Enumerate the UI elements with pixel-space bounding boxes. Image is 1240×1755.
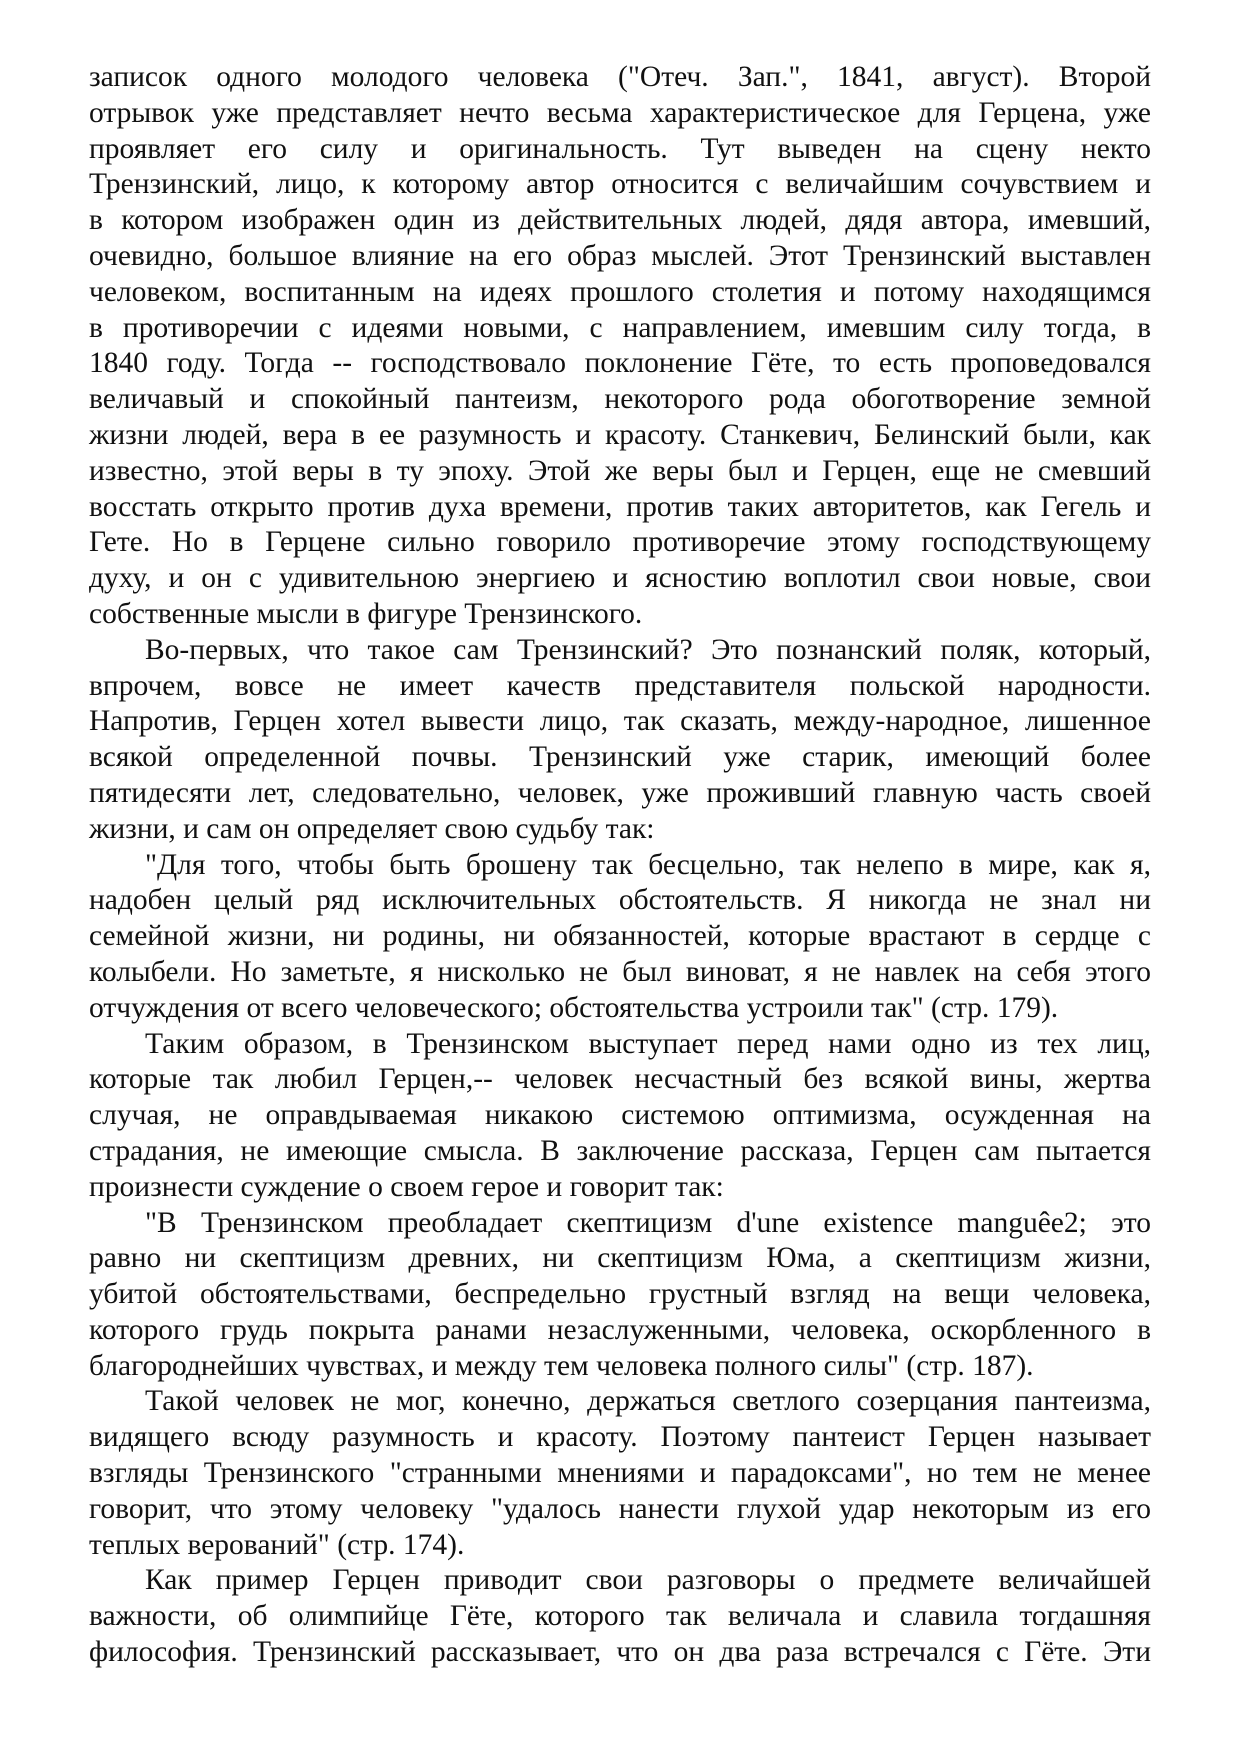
- text-line: отчуждения от всего человеческого; обстоятельства устроили так" (стр. 179).: [89, 991, 1059, 1024]
- text-line: говорит, что этому человеку "удалось нанести глухой удар некоторым из его: [89, 1492, 1151, 1525]
- text-line: семейной жизни, ни родины, ни обязанностей, которые врастают в сердце с: [89, 920, 1151, 953]
- text-line: случая, не оправдываемая никакою системою оптимизма, осужденная на: [89, 1099, 1151, 1132]
- text-line: Как пример Герцен приводит свои разговоры о предмете величайшей: [145, 1564, 1151, 1597]
- text-line: восстать открыто против духа времени, против таких авторитетов, как Гегель и: [89, 490, 1151, 523]
- text-line: в котором изображен один из действительных людей, дядя автора, имевший,: [89, 204, 1151, 237]
- text-line: "В Трензинском преобладает скептицизм d'une existence manguêe2; это: [145, 1206, 1151, 1239]
- text-line: важности, об олимпийце Гёте, которого так величала и славила тогдашняя: [89, 1600, 1151, 1633]
- text-line: страдания, не имеющие смысла. В заключение рассказа, Герцен сам пытается: [89, 1134, 1151, 1167]
- text-line: впрочем, вовсе не имеет качеств представителя польской народности.: [89, 669, 1151, 702]
- text-line: собственные мысли в фигуре Трензинского.: [89, 597, 643, 630]
- document-page: [89, 60, 1151, 1671]
- text-line: теплых верований" (стр. 174).: [89, 1528, 465, 1561]
- text-line: убитой обстоятельствами, беспредельно грустный взгляд на вещи человека,: [89, 1278, 1151, 1311]
- paragraph: [89, 60, 1151, 633]
- text-line: отрывок уже представляет нечто весьма характеристическое для Герцена, уже: [89, 96, 1151, 129]
- text-line: равно ни скептицизм древних, ни скептицизм Юма, а скептицизм жизни,: [89, 1242, 1151, 1275]
- text-line: всякой определенной почвы. Трензинский уже старик, имеющий более: [89, 741, 1151, 774]
- text-line: благороднейших чувствах, и между тем человека полного силы" (стр. 187).: [89, 1349, 1034, 1382]
- text-line: философия. Трензинский рассказывает, что он два раза встречался с Гёте. Эти: [89, 1636, 1151, 1669]
- text-line: Во-первых, что такое сам Трензинский? Это познанский поляк, который,: [145, 633, 1151, 666]
- paragraph: [89, 1563, 1151, 1670]
- text-line: которого грудь покрыта ранами незаслуженными, человека, оскорбленного в: [89, 1313, 1151, 1346]
- text-line: "Для того, чтобы быть брошену так бесцельно, так нелепо в мире, как я,: [145, 848, 1151, 881]
- text-line: жизни, и сам он определяет свою судьбу так:: [89, 812, 655, 845]
- text-line: произнести суждение о своем герое и говорит так:: [89, 1170, 724, 1203]
- text-line: взгляды Трензинского "странными мнениями и парадоксами", но тем не менее: [89, 1457, 1151, 1490]
- text-line: видящего всюду разумность и красоту. Поэтому пантеист Герцен называет: [89, 1421, 1151, 1454]
- paragraph: [89, 633, 1151, 848]
- paragraph: [89, 848, 1151, 1027]
- text-line: Трензинский, лицо, к которому автор относится с величайшим сочувствием и: [89, 168, 1151, 201]
- paragraph: [89, 1206, 1151, 1385]
- text-line: человеком, воспитанным на идеях прошлого столетия и потому находящимся: [89, 275, 1151, 308]
- text-line: Таким образом, в Трензинском выступает перед нами одно из тех лиц,: [145, 1027, 1151, 1060]
- paragraph: [89, 1027, 1151, 1206]
- text-line: 1840 году. Тогда -- господствовало поклонение Гёте, то есть проповедовался: [89, 347, 1151, 380]
- text-line: колыбели. Но заметьте, я нисколько не был виноват, я не навлек на себя этого: [89, 955, 1151, 988]
- text-line: Напротив, Герцен хотел вывести лицо, так сказать, между-народное, лишенное: [89, 705, 1151, 738]
- paragraph: [89, 1384, 1151, 1563]
- text-line: Гете. Но в Герцене сильно говорило противоречие этому господствующему: [89, 526, 1151, 559]
- text-line: пятидесяти лет, следовательно, человек, уже проживший главную часть своей: [89, 776, 1151, 809]
- text-line: надобен целый ряд исключительных обстоятельств. Я никогда не знал ни: [89, 884, 1151, 917]
- text-line: известно, этой веры в ту эпоху. Этой же веры был и Герцен, еще не смевший: [89, 454, 1151, 487]
- text-line: проявляет его силу и оригинальность. Тут выведен на сцену некто: [89, 132, 1151, 165]
- text-line: которые так любил Герцен,-- человек несчастный без всякой вины, жертва: [89, 1063, 1151, 1096]
- text-line: Такой человек не мог, конечно, держаться светлого созерцания пантеизма,: [145, 1385, 1151, 1418]
- text-line: очевидно, большое влияние на его образ мыслей. Этот Трензинский выставлен: [89, 239, 1151, 272]
- text-line: записок одного молодого человека ("Отеч. Зап.", 1841, август). Второй: [89, 61, 1151, 93]
- text-line: величавый и спокойный пантеизм, некоторого рода обоготворение земной: [89, 383, 1151, 416]
- text-line: жизни людей, вера в ее разумность и красоту. Станкевич, Белинский были, как: [89, 418, 1151, 451]
- text-line: духу, и он с удивительною энергиею и ясностию воплотил свои новые, свои: [89, 562, 1151, 595]
- text-line: в противоречии с идеями новыми, с направлением, имевшим силу тогда, в: [89, 311, 1151, 344]
